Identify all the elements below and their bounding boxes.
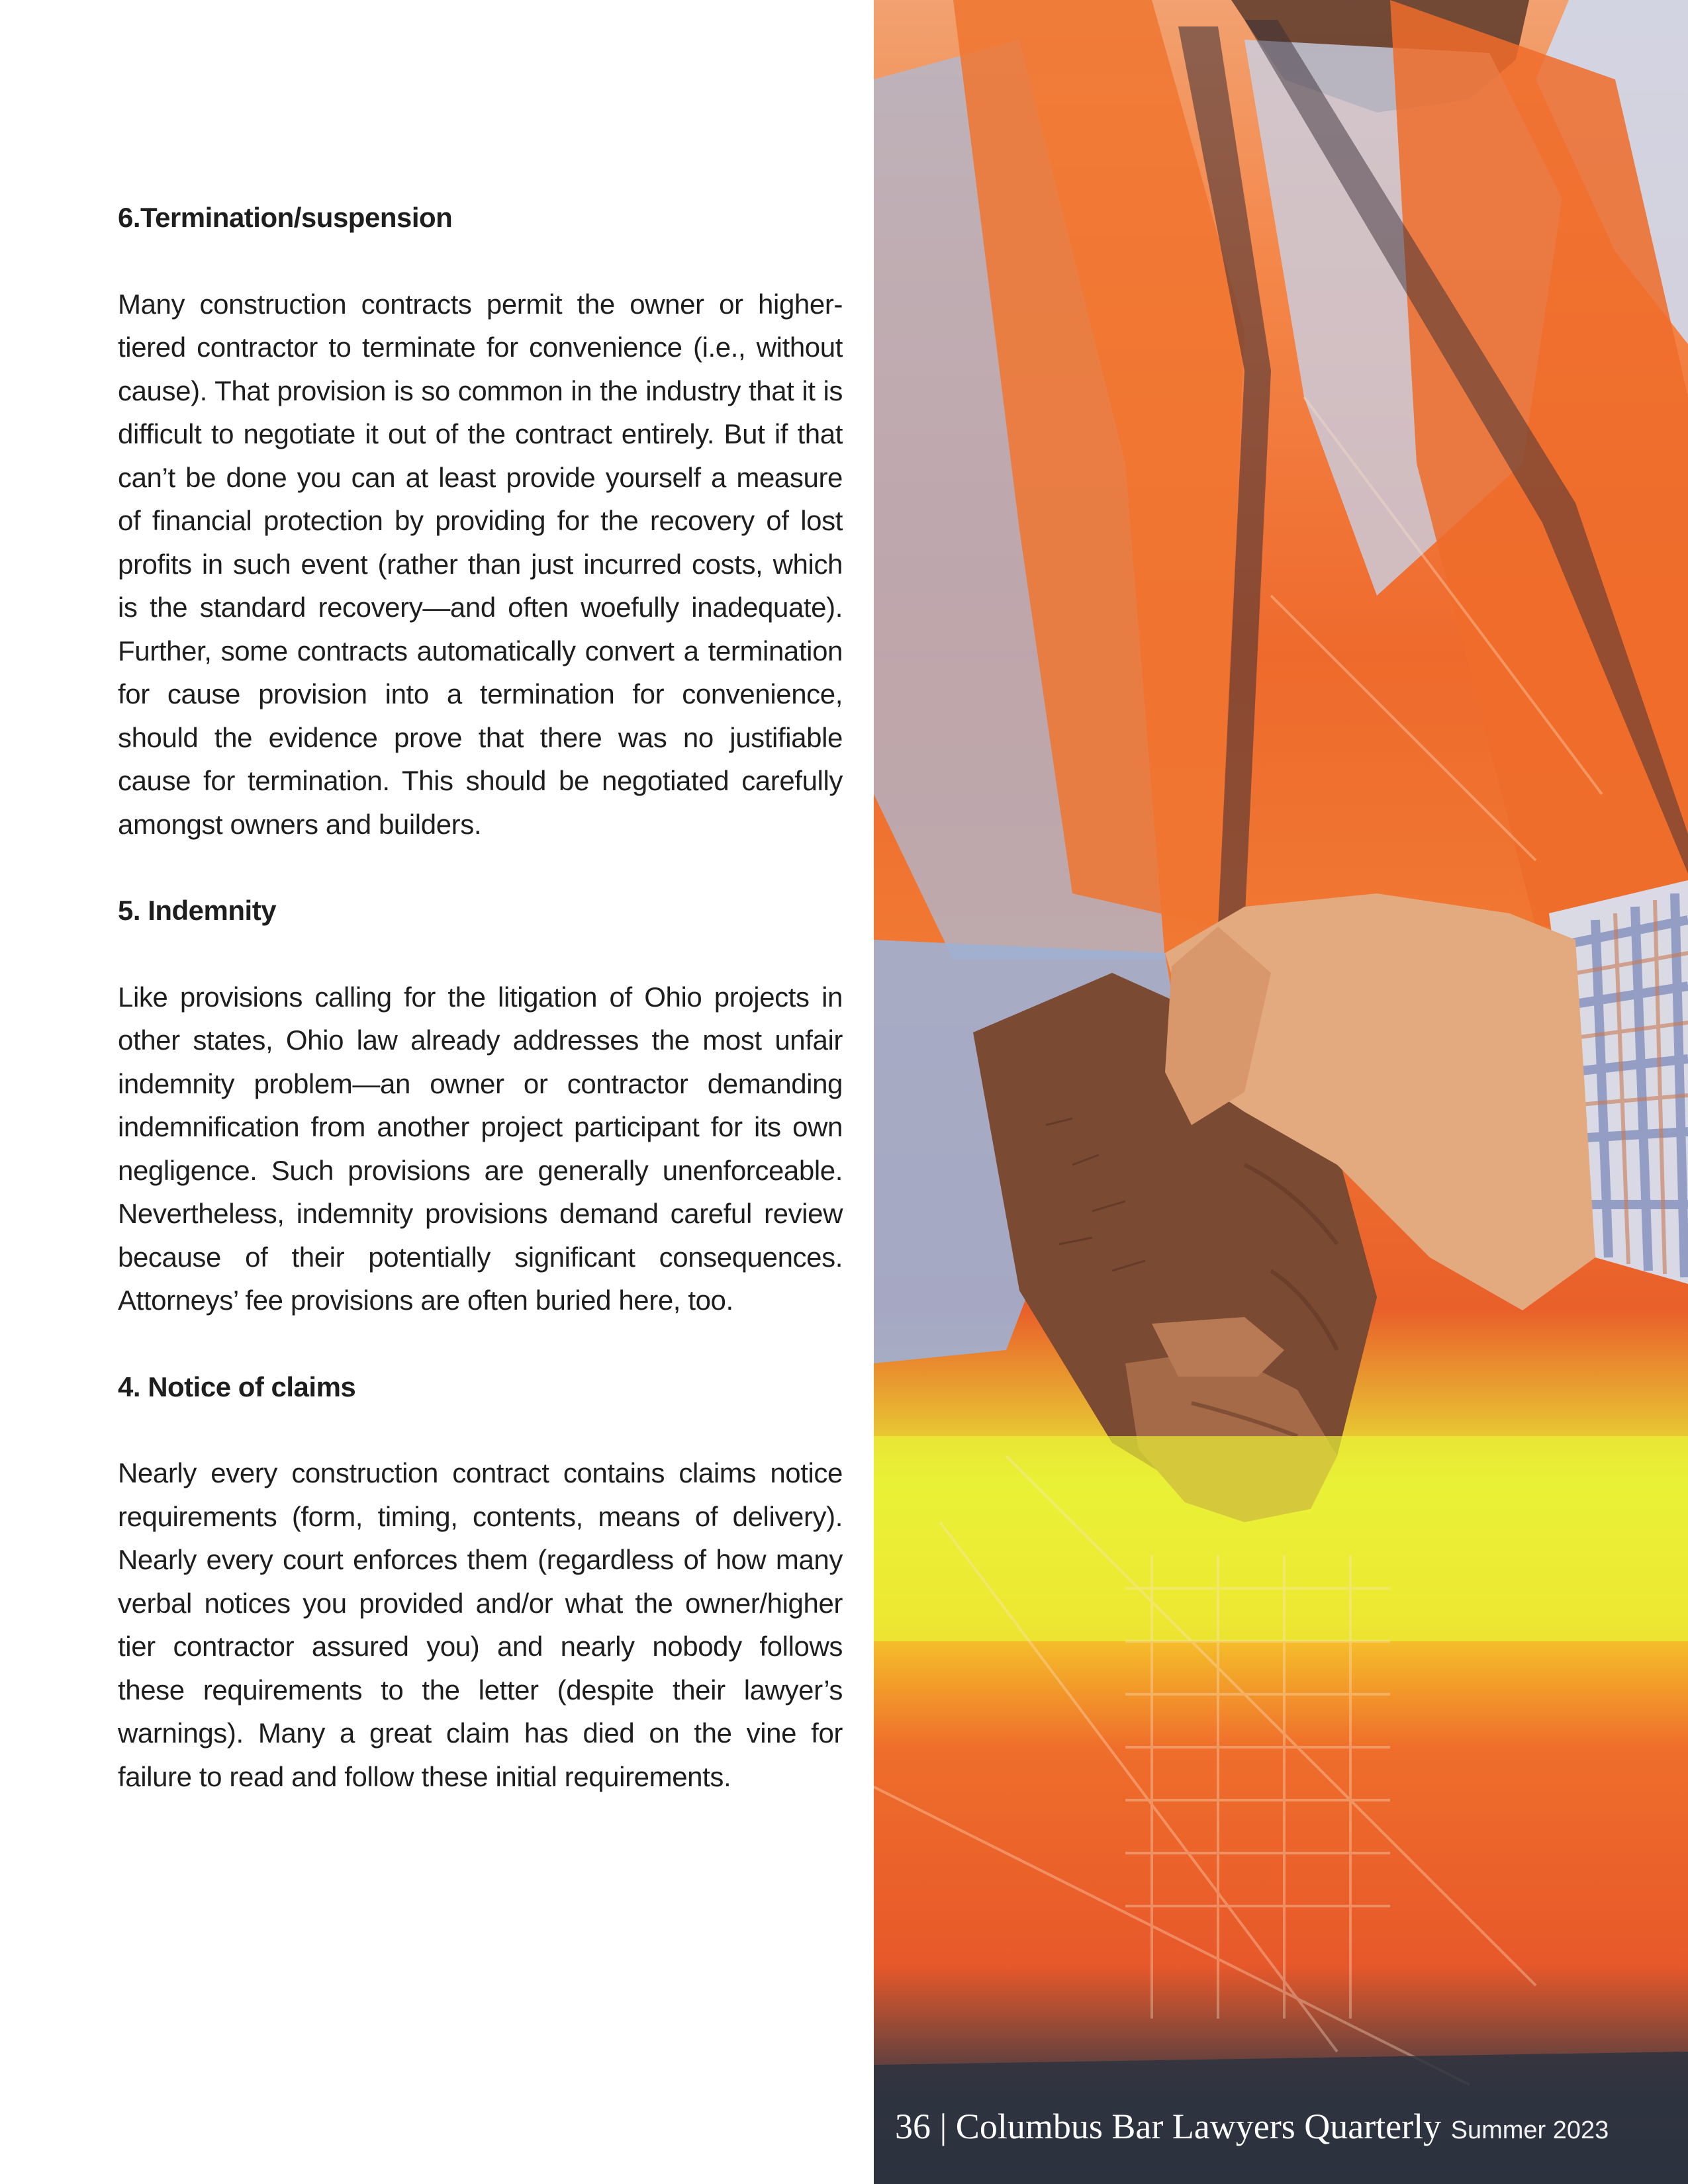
section-heading: 5. Indemnity	[118, 895, 277, 926]
footer-edition: Summer 2023	[1450, 2116, 1609, 2144]
section-body: Many construction contracts permit the owner or higher-tiered contractor to terminate for convenience (i.e., without cause). That provision is so common in the industry that it is difficult to negotiate it out of the contract entirely. But if that can’t be done you can at least provide yourself a measure of financial protection by providing for the recovery of lost profits in such event (rather than just incurred costs, which is the standard recovery—and often woefully inadequate). Further, some contracts automatically convert a termination for cause provision into a termination for convenience, should the evidence prove that there was no justifiable cause for termination. This should be negotiated carefully amongst owners and builders.	[118, 288, 843, 840]
section-body: Like provisions calling for the litigation of Ohio projects in other states, Ohio law already addresses the most unfair indemnity problem—an owner or contractor demanding indemnification from another project participant for its own negligence. Such provisions are generally unenforceable. Nevertheless, indemnity provisions demand careful review because of their potentially significant consequences. Attorneys’ fee provisions are often buried here, too.	[118, 981, 843, 1316]
handshake-illustration	[874, 0, 1688, 2184]
handshake-photo	[874, 0, 1688, 2184]
section-heading: 4. Notice of claims	[118, 1371, 356, 1402]
page-footer	[895, 2106, 1609, 2147]
section-termination	[118, 196, 843, 846]
section-body: Nearly every construction contract contains claims notice requirements (form, timing, contents, means of delivery). Nearly every court enforces them (regardless of how many verbal notices you provided and/or what the owner/higher tier contractor assured you) and nearly nobody follows these requirements to the letter (despite their lawyer’s warnings). Many a great claim has died on the vine for failure to read and follow these initial requirements.	[118, 1457, 843, 1792]
section-indemnity	[118, 889, 843, 1322]
section-heading: 6.Termination/suspension	[118, 202, 453, 233]
article-text-column	[118, 196, 843, 1841]
section-notice-of-claims	[118, 1365, 843, 1799]
footer-page-title: 36 | Columbus Bar Lawyers Quarterly	[895, 2107, 1442, 2146]
